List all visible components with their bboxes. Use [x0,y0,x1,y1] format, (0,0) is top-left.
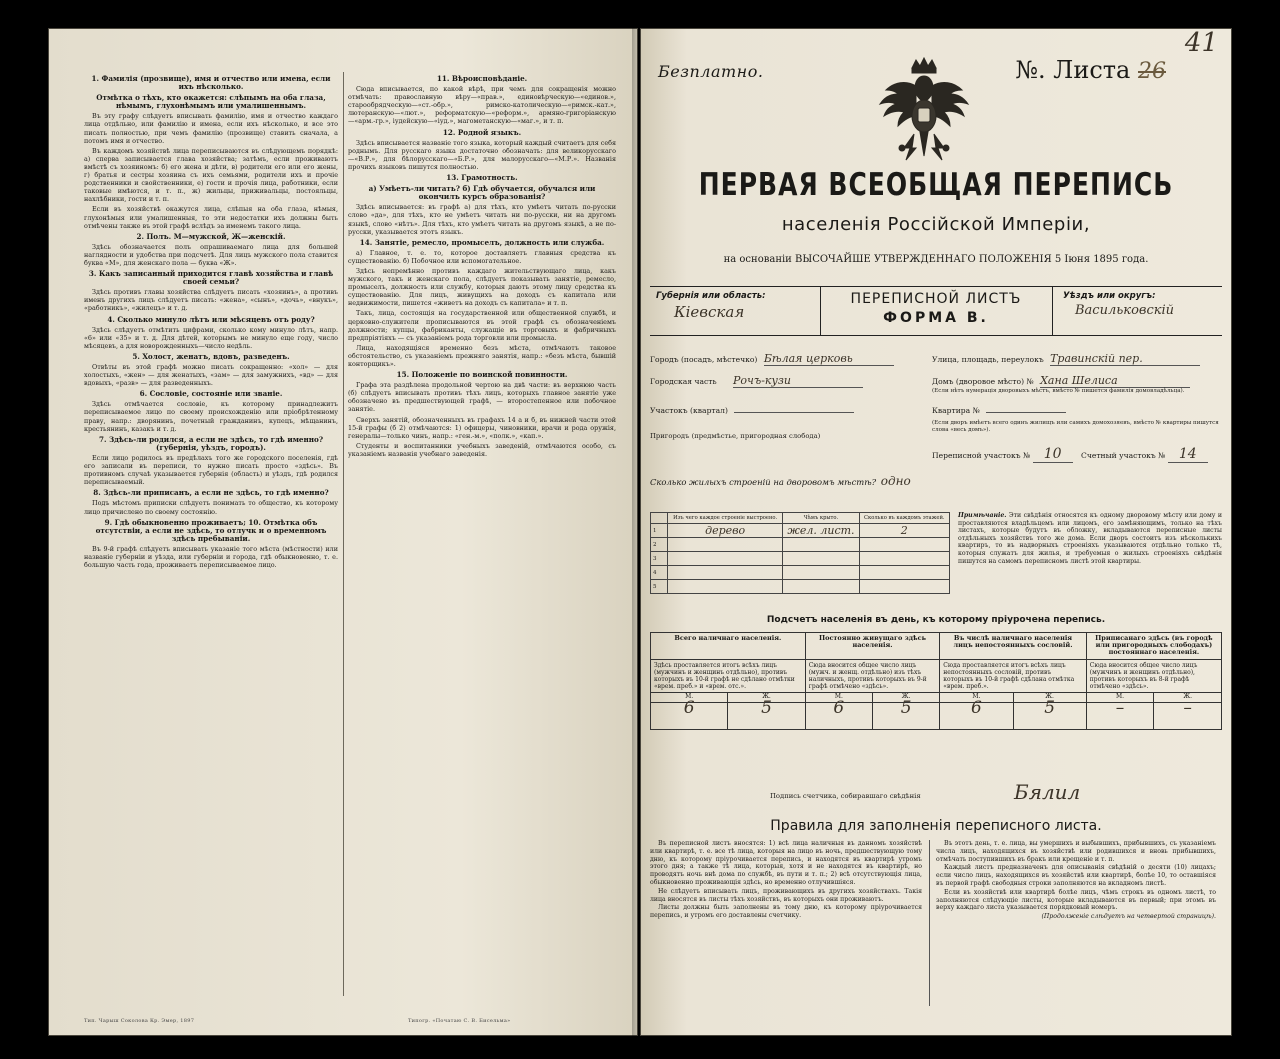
building-material [668,580,783,594]
pop-header-nonpermanent: Въ числѣ наличнаго населенія лицъ непостоянныхъ сословій. [940,633,1086,660]
instruction-paragraph: Если въ хозяйствѣ окажутся лица, слѣпыя на оба глаза, нѣмыя, глухонѣмыя или умалишенныя, то эти недостатки ихъ должны быть отмѣчены также въ этой графѣ вслѣдъ за именемъ такого лица. [84,205,338,230]
pop-header-permanent: Постоянно живущаго здѣсь населенія. [805,633,940,660]
instructions-column-2 [348,72,616,996]
instruction-paragraph: Въ эту графу слѣдуетъ вписывать фамилію, имя и отчество каждаго лица отдѣльно, или фамилію и имена, если ихъ нѣсколько, и все это писать полностью, при чемъ фамилію (прозвище) ставить сначала, а потомъ имя и отчество. [84,112,338,145]
instructions-column-1 [84,72,338,996]
section-heading: 14. Занятіе, ремесло, промыселъ, должность или служба. [359,237,605,247]
flat-note: (Если дворъ имѣетъ всего одинъ жилищъ или самихъ домохозяевъ, вмѣсто № квартиры пишутся слова «весь домъ»). [932,420,1219,433]
instruction-paragraph: Отвѣты въ этой графѣ можно писать сокращенно: «хол» — для холостыхъ, «жен» — для женатыхъ, «зам» — для замужнихъ, «вд» — для вдовыхъ, «разв» — для разведенныхъ. [84,363,338,388]
house-field [932,374,1190,388]
section-heading: 1. Фамилія (прозвище), имя и отчество или имена, если ихъ нѣсколько. [91,74,331,92]
building-roof [783,552,859,566]
buildings-table [650,512,950,594]
pop-desc-permanent: Сюда вносится общее число лицъ (мужч. и женщ. отдѣльно) изъ тѣхъ наличныхъ, противъ которыхъ въ 9-й графѣ отмѣчено «здѣсь». [805,659,940,693]
census-unit-field [932,446,1208,463]
left-page [48,28,638,1036]
counter-signature: Бялил [1014,780,1081,804]
form-name-line1: ПЕРЕПИСНОЙ ЛИСТЪ [850,291,1022,307]
male-column-label: М. [940,693,1013,703]
instruction-paragraph: Здѣсь отмѣчается сословіе, къ которому принадлежитъ переписываемое лицо по своему происхожденію или пріобрѣтенному праву, напр.: дворянинъ, почетный гражданинъ, купецъ, мѣщанинъ, крестьянинъ, казакъ и т. д. [84,400,338,433]
buildings-col-roof: Чѣмъ крыто. [783,513,859,524]
section-heading: 4. Сколько минуло лѣтъ или мѣсяцевъ отъ роду? [107,314,315,324]
section-heading: 13. Грамотность. [446,173,518,183]
population-count-value: 5 [728,703,805,730]
building-material [668,566,783,580]
female-column-label: Ж. [728,693,805,703]
rule-paragraph: Если въ хозяйствѣ или квартирѣ болѣе лицъ, чѣмъ строкъ въ одномъ листѣ, то заполняются слѣдующіе листы, которые вкладываются въ первый; при этомъ въ верху каждаго листа указывается порядковый номеръ. [936,888,1216,912]
instruction-paragraph: Здѣсь слѣдуетъ отмѣтить цифрами, сколько кому минуло лѣтъ, напр. «6» или «35» и т. д. Для дѣтей, которымъ не минуло еще году, число мѣсяцевъ, а для новорожденныхъ—число недѣль. [84,325,338,350]
house-note: (Если нѣтъ нумерація дворовыхъ мѣстъ, вмѣсто № пишется фамилія домовладѣльца). [932,388,1185,394]
buildings-question: Сколько жилыхъ строеній на дворовомъ мѣстѣ? [650,477,877,487]
sheet-number [1015,56,1166,84]
buildings-col-material: Изъ чего каждое строеніе выстроено. [668,513,783,524]
building-floors [859,552,949,566]
free-stamp: Безплатно. [658,62,764,81]
document-spread [48,28,1232,1036]
building-material: дерево [668,524,783,538]
imperial-eagle-emblem-icon [872,50,976,168]
section-heading: 8. Здѣсь-ли приписанъ, а если не здѣсь, то гдѣ именно? [93,488,329,498]
rules-continued-note: (Продолженіе слѣдуетъ на четвертой страницѣ). [1041,913,1216,921]
census-legal-basis: на основаніи ВЫСОЧАЙШЕ УТВЕРЖДЕННАГО ПОЛОЖЕНІЯ 5 Іюня 1895 года. [723,254,1149,265]
buildings-note-text: Эти свѣдѣнія относятся къ одному дворовому мѣсту или дому и проставляются владѣльцемъ или лицомъ, его замѣняющимъ, только на тѣхъ листахъ, которые будутъ въ обложку, вкладываются переписные листы отдѣльныхъ хозяйствъ того же дома. Если дворъ состоитъ изъ нѣсколькихъ квартиръ, то въ надворныхъ строеніяхъ указываются отдѣльно только тѣ, которыя служатъ для жилья, и требуемыя о жилыхъ строеніяхъ свѣдѣнія пишутся на самомъ переписномъ листѣ этой квартиры. [958,512,1222,565]
population-count-value: 5 [1013,703,1086,730]
printer-imprint-right: Типогр. «Початаю С. В. Бисельма» [408,1018,511,1024]
section-heading: 2. Полъ. М—мужской, Ж—женскій. [136,231,286,241]
building-material [668,538,783,552]
district-field [650,406,854,415]
rule-paragraph: Листы должны быть заполнены въ тому дню, къ которому пріурочивается перепись, и утромъ его доставлены счетчику. [650,904,922,920]
male-column-label: М. [1086,693,1154,703]
building-floors [859,538,949,552]
male-column-label: М. [805,693,872,703]
pop-values-row [651,703,1222,730]
building-roof: жел. лист. [783,524,859,538]
census-unit-label: Переписной участокъ № [932,451,1031,460]
instruction-paragraph: Здѣсь вписывается названіе того языка, который каждый считаетъ для себя роднымъ. Для русскаго языка достаточно обозначать: для великорусскаго—«В.Р.», для бѣлорусскаго—«Б.Р.», для малорусскаго—«М.Р.». Названія прочихъ языковъ пишутся полностью. [348,138,616,171]
right-page [640,28,1232,1036]
rule-paragraph: Не слѣдуетъ вписывать лицъ, проживающихъ въ другихъ хозяйствахъ. Такія лица вносятся въ листы тѣхъ хозяйствъ, въ которыхъ они проживаютъ. [650,887,922,903]
rules-column-2 [936,840,1216,1006]
city-part-value: Рочъ-кузи [733,374,863,388]
uezd-label: Уѣздъ или округъ: [1063,291,1156,301]
instruction-paragraph: Въ каждомъ хозяйствѣ лица переписываются въ слѣдующемъ порядкѣ: а) сперва записывается глава хозяйства; затѣмъ, если проживаютъ вмѣстѣ съ хозяиномъ: б) его жена и дѣти, в) родители его или его жены, г) братья и сестры хозяина съ ихъ семьями, родители ихъ и прочіе родственники и свойственники, е) гости и прочія лица, работники, если таковые имѣются, и т. п., ж) жильцы, приживальцы, постояльцы, нахлѣбники, гости и т. п. [84,146,338,204]
street-value: Травинскій пер. [1050,352,1200,366]
district-label: Участокъ (квартал) [650,406,728,415]
buildings-row [651,524,950,538]
house-value: Хана Шелиса [1040,374,1190,388]
flat-label: Квартира № [932,406,980,415]
buildings-question-field [650,474,911,488]
buildings-row [651,580,950,594]
instruction-paragraph: Здѣсь противъ главы хозяйства слѣдуетъ писать «хозяинъ», а противъ именъ другихъ лицъ слѣдуетъ писать: «жена», «сынъ», «дочь», «внукъ», «работникъ», «жилецъ» и т. д. [84,288,338,313]
instruction-paragraph: Студенты и воспитанники учебныхъ заведеній, отмѣчаются особо, съ указаніемъ названія учебнаго заведенія. [348,441,616,458]
gubernia-label: Губернія или область: [656,291,766,301]
instruction-paragraph: Сюда вписывается, по какой вѣрѣ, при чемъ для сокращенія можно отмѣчать: православную вѣру—«прав.», единовѣрческую—«единов.», старообрядческую—«ст.-обр.», римско-католическую—«римск.-кат.», лютеранскую—«лют.», реформатскую—«реформ.», армяно-григоріанскую—«арм.-гр.», іудейскую—«іуд.», магометанскую—«маг.», и т. п. [348,85,616,126]
corner-handwritten-mark: 41 [1184,28,1218,58]
building-roof [783,538,859,552]
instruction-paragraph: Такъ, лица, состоящія на государственной или общественной службѣ, и церковно-служители прописываются въ этой графѣ съ обозначеніемъ должности; купцы, фабриканты, служащіе въ торговыхъ и фабричныхъ предпріятіяхъ — съ указаніемъ рода торговли или промысла. [348,309,616,342]
section-heading: 7. Здѣсь-ли родился, а если не здѣсь, то гдѣ именно? (губернія, уѣздъ, городъ). [98,434,324,452]
street-field [932,352,1200,366]
section-heading: 12. Родной языкъ. [442,127,522,137]
sheet-number-value: 26 [1138,59,1166,84]
building-floors [859,580,949,594]
row-number: 5 [651,580,668,594]
population-count-value: 6 [940,703,1013,730]
street-label: Улица, площадь, переулокъ [932,355,1044,364]
population-count-value: – [1154,703,1222,730]
section-heading: 15. Положеніе по воинской повинности. [396,370,568,380]
instruction-paragraph: Подъ мѣстомъ приписки слѣдуетъ понимать то общество, къ которому лицо причислено по своему состоянію. [84,499,338,516]
instruction-paragraph: Въ 9-й графѣ слѣдуетъ вписывать указаніе того мѣста (мѣстности) или названіе губерніи и уѣзда, или губерніи и города, гдѣ обыкновенно, т. е. большую часть года, проживаетъ переписываемое лицо. [84,544,338,570]
city-field [650,352,894,366]
census-subtitle: населенія Россійской Имперіи, [781,214,1091,235]
population-count-value: 5 [872,703,939,730]
counter-unit-label: Счетный участокъ № [1081,451,1166,460]
form-name-line2: ФОРМА В. [883,310,989,326]
rule-paragraph: Въ переписной листъ вносятся: 1) всѣ лица наличныя въ данномъ хозяйствѣ или квартирѣ, т. е. все тѣ лица, которыя на лицо въ ночь, предшествующую тому дню, къ которому пріурочивается перепись, и находятся въ квартирѣ утромъ этого дня; а также тѣ лица, которыя, хотя и не находятся въ квартирѣ, но проводятъ ночь внѣ дома по службѣ, въ пути и т. п.; 2) всѣ отсутствующія лица, обыкновенно проживающія здѣсь, но временно отлучившіяся. [650,840,922,886]
city-label: Городъ (посадъ, мѣстечко) [650,355,758,364]
gubernia-cell [650,287,821,335]
rules-title: Правила для заполненія переписного листа. [770,818,1102,834]
female-column-label: Ж. [872,693,939,703]
building-floors [859,566,949,580]
uezd-cell [1052,287,1223,335]
rules-column-1 [650,840,922,1006]
section-heading: 9. Гдѣ обыкновенно проживаетъ; 10. Отмѣтка объ отсутствіи, а если не здѣсь, то отлучк и о временномъ здѣсь пребываніи. [95,517,327,543]
section-heading: 11. Вѣроисповѣданіе. [436,74,528,83]
building-floors: 2 [859,524,949,538]
section-heading: 3. Какъ записанный приходится главѣ хозяйства и главѣ своей семьи? [88,269,334,287]
section-heading: а) Умѣетъ-ли читать? б) Гдѣ обучается, обучался или окончилъ курсъ образованія? [368,184,596,202]
buildings-col-floors: Сколько въ каждомъ этажей. [859,513,949,524]
building-material [668,552,783,566]
counter-signature-label: Подпись счетчика, собиравшаго свѣдѣнія [770,792,921,800]
section-heading: 6. Сословіе, состояніе или званіе. [139,389,283,399]
pop-desc-nonpermanent: Сюда проставляется итогъ всѣхъ лицъ непостоянныхъ сословій, противъ которыхъ въ 10-й графѣ сдѣлана отмѣтка «врем. преб.». [940,659,1086,693]
city-value: Бѣлая церковь [764,352,894,366]
buildings-row [651,552,950,566]
buildings-answer: одно [880,474,911,488]
buildings-row [651,566,950,580]
census-unit-value: 10 [1033,446,1073,463]
pop-header-total: Всего наличнаго населенія. [651,633,806,660]
form-name-cell [820,287,1052,335]
uezd-value: Васильковскій [1075,303,1175,318]
buildings-note-title: Примѣчаніе. [958,512,1007,519]
instruction-paragraph: Лица, находящіяся временно безъ мѣста, отмѣчаютъ таковое обстоятельство, съ указаніемъ прежняго занятія, напр.: «безъ мѣста, бывшій конторщикъ». [348,343,616,368]
building-roof [783,580,859,594]
printer-imprint-left: Тип. Чарыш Соколова Кр. Эмер, 1897 [84,1018,195,1024]
male-column-label: М. [651,693,728,703]
rule-paragraph: Въ этотъ день, т. е. лица, вы умершихъ и выбывшихъ, прибывшихъ, съ указаніемъ числа лицъ, находящихся въ хозяйствѣ или родившихся и вновь прибывшихъ, отмѣчать поступившихъ въ бракъ или крещеніе и т. п. [936,840,1216,863]
census-title: ПЕРВАЯ ВСЕОБЩАЯ ПЕРЕПИСЬ [698,166,1174,203]
instruction-paragraph: Графа эта раздѣлена продольной чертою на двѣ части: въ верхнюю часть (б) слѣдуетъ вписывать противъ тѣхъ лицъ, которыхъ главное занятіе уже обозначено въ предшествующей графѣ, — второстепенное или побочное занятіе. [348,381,616,414]
rule-paragraph: Каждый листъ предназначенъ для описыванія свѣдѣній о десяти (10) лицахъ; если число лицъ, находящихся въ хозяйствѣ или квартирѣ, болѣе 10, то оставшіяся въ первой графѣ свободныя строки заполняются на вкладномъ листѣ. [936,864,1216,887]
pop-desc-total: Здѣсь проставляется итогъ всѣхъ лицъ (мужчинъ и женщинъ отдѣльно), противъ которыхъ въ 10-й графѣ не сдѣлано отмѣтки «врем. преб.» и «врем. отс.». [651,659,806,693]
building-roof [783,566,859,580]
section-heading: Отмѣтка о тѣхъ, кто окажется: слѣпымъ на оба глаза, нѣмымъ, глухонѣмымъ или умалишеннымъ. [96,93,326,111]
row-number: 2 [651,538,668,552]
rules-column-divider [929,840,930,1006]
female-column-label: Ж. [1013,693,1086,703]
city-part-field [650,374,863,388]
column-divider [343,72,344,996]
pop-header-registered: Приписанаго здѣсь (въ городѣ или пригородныхъ слободахъ) постояннаго населенія. [1086,633,1221,660]
instruction-paragraph: Здѣсь обозначается полъ опрашиваемаго лица для большей наглядности и удобства при подсчетѣ. Для лицъ мужского пола ставится буква «М», для женскаго пола — буква «Ж». [84,242,338,267]
population-count-title: Подсчетъ населенія въ день, къ которому пріурочена перепись. [766,615,1106,625]
buildings-note [958,512,1222,565]
buildings-row [651,538,950,552]
row-number: 1 [651,524,668,538]
population-count-value: 6 [805,703,872,730]
pop-sex-header-row [651,693,1222,703]
population-count-value: – [1086,703,1154,730]
flat-field [932,406,1066,415]
city-part-label: Городская часть [650,377,717,386]
gubernia-value: Кіевская [674,303,745,321]
form-header [650,286,1222,336]
house-label: Домъ (дворовое мѣсто) № [932,377,1034,386]
suburb-label: Пригородъ (предмѣстье, пригородная слобода) [650,432,821,440]
instruction-paragraph: Здѣсь непремѣнно противъ каждаго жительствующаго лица, какъ мужского, такъ и женскаго пола, слѣдуетъ показывать занятіе, ремесло, промыселъ, должность или службу, которыя даютъ этому лицу средства къ существованію. Для лицъ, живущихъ на доходъ съ капитала или недвижимости, пишется «живетъ на доходъ съ капитала» и т. п. [348,266,616,308]
instruction-paragraph: Если лицо родилось въ предѣлахъ того же городского поселенія, гдѣ его записали въ переписи, то нужно писать просто «здѣсь». Въ противномъ случаѣ указывается губернія (область) и уѣздъ, гдѣ родился переписываемый. [84,453,338,487]
instruction-paragraph: Здѣсь вписывается: въ графѣ а) для тѣхъ, кто умѣетъ читать по-русски слово «да», для тѣхъ, кто не умѣетъ читать ни по-русски, ни на другомъ языкѣ, слово «нѣтъ». Для тѣхъ, кто умѣетъ читать на другомъ языкѣ, а не по-русски, указывается этотъ языкъ. [348,203,616,236]
row-number: 3 [651,552,668,566]
pop-desc-registered: Сюда вносится общее число лицъ (мужчинъ и женщинъ отдѣльно), противъ которыхъ въ 8-й графѣ отмѣчено «здѣсь». [1086,659,1221,693]
sheet-number-label: №. Листа [1015,56,1131,84]
counter-unit-value: 14 [1168,446,1208,463]
row-number: 4 [651,566,668,580]
population-table [650,632,1222,730]
suburb-field [650,432,820,440]
population-count-value: 6 [651,703,728,730]
instruction-paragraph: а) Главное, т. е. то, которое доставляетъ главныя средства къ существованію. б) Побочное или вспомогательное. [348,248,616,265]
female-column-label: Ж. [1154,693,1222,703]
instruction-paragraph: Сверхъ занятій, обозначенныхъ въ графахъ 14 а и б, въ нижней части этой 15-й графы (б 2) отмѣчаются: 1) офицеры, чиновники, врачи и рода оружія, генералы—только чинъ, напр.: «ген.-м.», «полк.», «кап.». [348,415,616,440]
section-heading: 5. Холост, женатъ, вдовъ, разведенъ. [132,351,290,361]
